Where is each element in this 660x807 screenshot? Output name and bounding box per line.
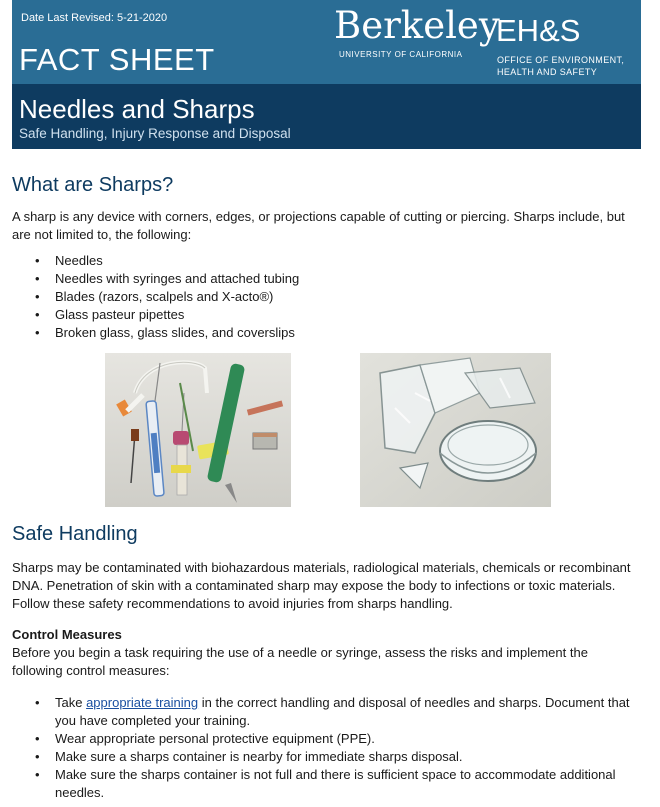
- section2-intro: Sharps may be contaminated with biohazardous materials, radiological materials, chemicals or recombinant DNA. Penetration of skin with a contaminated sharp may expose the body to infections or toxic materials. Follow these safety recommendations to avoid injuries from sharps handling.: [12, 560, 631, 611]
- section1-intro: A sharp is any device with corners, edges, or projections capable of cutting or piercing. Sharps include, but are not limited to, the following:: [12, 209, 625, 242]
- control-measures-list: [35, 694, 640, 802]
- list-item: • Make sure a sharps container is nearby for immediate sharps disposal.: [35, 748, 640, 766]
- list-item: • Make sure the sharps container is not full and there is sufficient space to accommodate additional needles.: [35, 766, 640, 802]
- list-item: [35, 694, 640, 730]
- berkeley-logo-subtitle: UNIVERSITY OF CALIFORNIA: [339, 50, 463, 59]
- page-subtitle: Safe Handling, Injury Response and Disposal: [19, 126, 291, 141]
- sharps-list: [35, 252, 640, 342]
- doc-type-label: FACT SHEET: [19, 42, 215, 77]
- date-revised: Date Last Revised: 5-21-2020: [21, 12, 168, 24]
- page-title: Needles and Sharps: [19, 94, 255, 124]
- list-item: • Broken glass, glass slides, and coverslips: [35, 324, 640, 342]
- list-item: • Wear appropriate personal protective equipment (PPE).: [35, 730, 640, 748]
- section-heading-safe-handling: Safe Handling: [12, 523, 138, 545]
- list-item: • Blades (razors, scalpels and X-acto®): [35, 288, 640, 306]
- title-banner: [12, 84, 641, 149]
- list-item-text: in the correct handling and disposal of needles and sharps. Document that you have completed your training.: [55, 695, 630, 728]
- control-measures-heading: Control Measures: [12, 627, 122, 642]
- control-measures-intro: Before you begin a task requiring the use of a needle or syringe, assess the risks and implement the following control measures:: [12, 645, 588, 678]
- list-item: • Needles with syringes and attached tubing: [35, 270, 640, 288]
- office-name: [497, 54, 647, 78]
- office-line-2: HEALTH AND SAFETY: [497, 67, 598, 77]
- list-item: • Glass pasteur pipettes: [35, 306, 640, 324]
- header-banner: [12, 0, 641, 84]
- ehs-logo: EH&S: [496, 13, 581, 48]
- broken-glass-photo: [360, 353, 551, 507]
- appropriate-training-link[interactable]: appropriate training: [86, 695, 199, 710]
- list-item-text: Take: [55, 695, 87, 710]
- section-heading-what-are-sharps: What are Sharps?: [12, 174, 174, 196]
- list-item: • Needles: [35, 252, 640, 270]
- berkeley-logo: Berkeley: [334, 4, 500, 47]
- needles-photo: [105, 353, 291, 507]
- office-line-1: OFFICE OF ENVIRONMENT,: [497, 55, 625, 65]
